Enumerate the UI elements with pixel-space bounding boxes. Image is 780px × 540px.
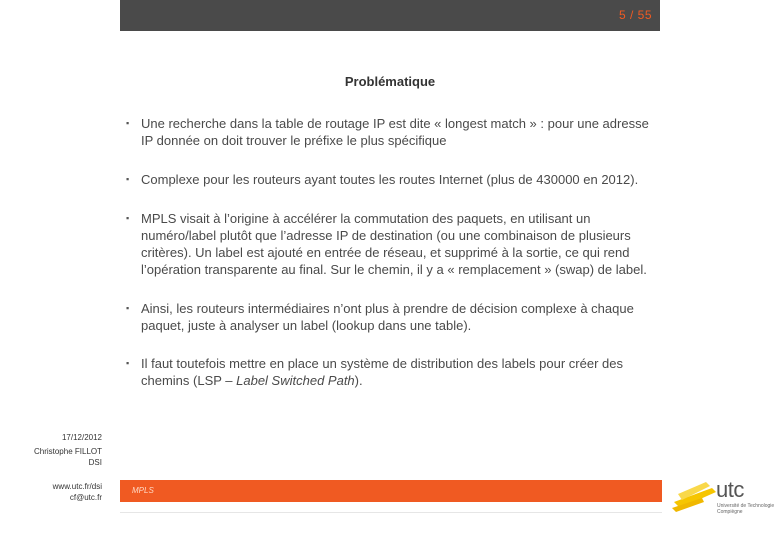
bullet-marker-icon: ▪ <box>126 174 130 184</box>
bullet-text-suffix: ). <box>354 373 363 388</box>
bullet-text: MPLS visait à l’origine à accélérer la commutation des paquets, en utilisant un numéro/label plutôt que l’adresse IP de destination (ou une combinaison de plusieurs critères). Un label est ajouté en entrée de réseau, et supprimé à la sortie, ce qui rend l’opération transparente au final. Sur le chemin, il y a « remplacement » (swap) de label. <box>141 211 647 277</box>
bullet-marker-icon: ▪ <box>126 118 130 128</box>
bullet-text: Ainsi, les routeurs intermédiaires n’ont plus à prendre de décision complexe à chaque paquet, juste à analyser un label (lookup dans une table). <box>141 301 634 333</box>
bullet-text: Une recherche dans la table de routage IP est dite « longest match » : pour une adresse IP donnée on doit trouver le préfixe le plus spécifique <box>141 116 649 148</box>
logo-wordmark: utc <box>716 477 744 502</box>
bullet-marker-icon: ▪ <box>126 303 130 313</box>
author-block <box>0 446 102 468</box>
logo-subtitle-line2: Compiègne <box>717 509 743 515</box>
utc-logo <box>672 474 776 520</box>
bullet-marker-icon: ▪ <box>126 358 130 368</box>
author-dept: DSI <box>88 458 102 467</box>
email-link[interactable]: cf@utc.fr <box>69 493 102 502</box>
bullet-text-italic: Label Switched Path <box>236 373 355 388</box>
logo-subtitle <box>717 503 774 515</box>
bullet-text: Complexe pour les routeurs ayant toutes les routes Internet (plus de 430000 en 2012). <box>141 172 639 187</box>
bullet-item <box>124 300 664 334</box>
page-number: 5 / 55 <box>618 8 652 22</box>
bullet-item <box>124 210 664 278</box>
logo-subtitle-line1: Université de Technologie <box>717 503 775 509</box>
website-link[interactable]: www.utc.fr/dsi <box>52 482 102 491</box>
bullet-item <box>124 115 664 149</box>
presentation-date: 17/12/2012 <box>61 433 102 442</box>
footer-divider <box>120 512 662 513</box>
bullet-item <box>124 171 664 188</box>
bullet-list <box>124 115 664 389</box>
bullet-marker-icon: ▪ <box>126 213 130 223</box>
footer-bar <box>120 480 662 502</box>
contact-block <box>0 481 102 503</box>
footer-label: MPLS <box>132 486 154 495</box>
bullet-text-prefix: Il faut toutefois mettre en place un système de distribution des labels pour créer des chemins (LSP – <box>141 356 623 388</box>
slide-title: Problématique <box>344 74 436 89</box>
header-bar <box>120 0 660 31</box>
bullet-item <box>124 355 664 389</box>
author-name: Christophe FILLOT <box>33 447 102 456</box>
utc-wing-icon <box>672 478 718 514</box>
